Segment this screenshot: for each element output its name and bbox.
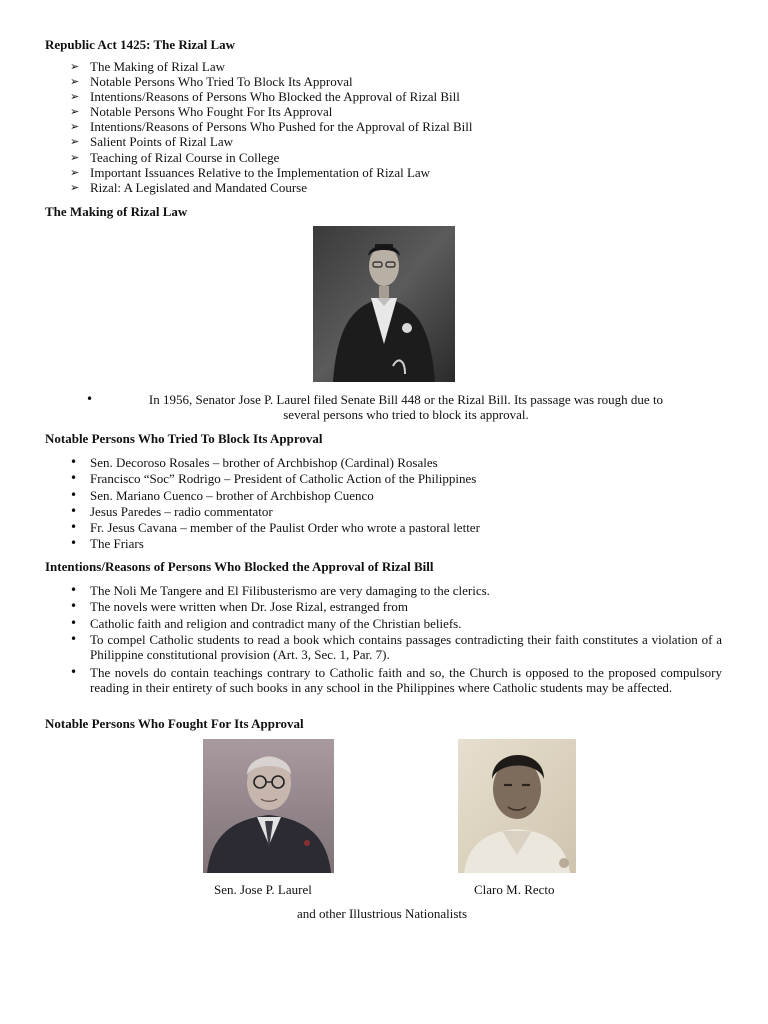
list-item: • Jesus Paredes – radio commentator bbox=[70, 503, 273, 519]
arrow-bullet-icon: ➢ bbox=[70, 120, 80, 134]
bullet-dot-icon: • bbox=[70, 664, 78, 679]
reasons-list bbox=[70, 583, 722, 696]
blockers-list bbox=[70, 455, 722, 553]
bullet-dot-icon: • bbox=[70, 631, 78, 646]
arrow-bullet-icon: ➢ bbox=[70, 135, 80, 149]
arrow-bullet-icon: ➢ bbox=[70, 150, 80, 164]
bullet-dot-icon: • bbox=[70, 583, 78, 597]
outline-item: ➢ Intentions/Reasons of Persons Who Pushed for the Approval of Rizal Bill bbox=[70, 119, 473, 135]
outline-item: ➢ Teaching of Rizal Course in College bbox=[70, 149, 280, 165]
bullet-dot-icon: • bbox=[70, 455, 78, 469]
list-item: • The novels were written when Dr. Jose Rizal, estranged from bbox=[70, 599, 409, 615]
making-bullet bbox=[86, 392, 726, 422]
section-heading-reasons: Intentions/Reasons of Persons Who Blocked the Approval of Rizal Bill bbox=[45, 559, 434, 574]
caption-laurel: Sen. Jose P. Laurel bbox=[214, 882, 312, 897]
arrow-bullet-icon: ➢ bbox=[70, 105, 80, 119]
section-heading-supporters: Notable Persons Who Fought For Its Approval bbox=[45, 716, 304, 731]
list-item: • Sen. Decoroso Rosales – brother of Archbishop (Cardinal) Rosales bbox=[70, 455, 438, 470]
arrow-bullet-icon: ➢ bbox=[70, 165, 80, 179]
bullet-dot-icon: • bbox=[86, 392, 94, 406]
section-heading-making: The Making of Rizal Law bbox=[45, 204, 188, 219]
outline-item: ➢ Notable Persons Who Tried To Block Its Approval bbox=[70, 74, 353, 90]
arrow-bullet-icon: ➢ bbox=[70, 90, 80, 104]
making-bullet-line1: In 1956, Senator Jose P. Laurel filed Senate Bill 448 or the Rizal Bill. Its passage was rough due to bbox=[148, 392, 664, 407]
laurel-portrait-image bbox=[313, 226, 455, 382]
page-title: Republic Act 1425: The Rizal Law bbox=[45, 37, 236, 52]
list-item: • Catholic faith and religion and contradict many of the Christian beliefs. bbox=[70, 615, 462, 631]
list-item: • To compel Catholic students to read a book which contains passages contradicting their faith constitutes a violation of a Philippine constitutional provision (Art. 3, Sec. 1, Par. 7). bbox=[70, 631, 722, 663]
list-item: • The novels do contain teachings contrary to Catholic faith and so, the Church is opposed to the proposed compulsory reading in their entirety of such books in any school in the Philippines where Catholic students may be affected. bbox=[70, 664, 722, 696]
outline-item: ➢ Important Issuances Relative to the Implementation of Rizal Law bbox=[70, 164, 431, 180]
making-bullet-line2: several persons who tried to block its approval. bbox=[283, 407, 529, 422]
outline-item: ➢ The Making of Rizal Law bbox=[70, 59, 226, 74]
bullet-dot-icon: • bbox=[70, 503, 78, 518]
bullet-dot-icon: • bbox=[70, 487, 78, 502]
outline-list bbox=[70, 59, 473, 195]
laurel-photo-image bbox=[203, 739, 334, 873]
caption-recto: Claro M. Recto bbox=[474, 882, 555, 897]
list-item: • Sen. Mariano Cuenco – brother of Archbishop Cuenco bbox=[70, 487, 374, 503]
list-item: • The Friars bbox=[70, 536, 144, 552]
bullet-dot-icon: • bbox=[70, 471, 78, 486]
list-item: • Francisco “Soc” Rodrigo – President of Catholic Action of the Philippines bbox=[70, 471, 477, 487]
outline-item: ➢ Intentions/Reasons of Persons Who Blocked the Approval of Rizal Bill bbox=[70, 89, 460, 105]
list-item: • The Noli Me Tangere and El Filibusterismo are very damaging to the clerics. bbox=[70, 583, 490, 598]
arrow-bullet-icon: ➢ bbox=[70, 60, 80, 73]
outline-item: ➢ Salient Points of Rizal Law bbox=[70, 134, 233, 150]
section-heading-blockers: Notable Persons Who Tried To Block Its Approval bbox=[45, 431, 323, 446]
bullet-dot-icon: • bbox=[70, 536, 78, 551]
list-item: • Fr. Jesus Cavana – member of the Paulist Order who wrote a pastoral letter bbox=[70, 520, 480, 536]
supporters-footer: and other Illustrious Nationalists bbox=[297, 906, 468, 921]
arrow-bullet-icon: ➢ bbox=[70, 180, 80, 194]
bullet-dot-icon: • bbox=[70, 599, 78, 614]
outline-item: ➢ Notable Persons Who Fought For Its Approval bbox=[70, 104, 333, 120]
bullet-dot-icon: • bbox=[70, 520, 78, 535]
bullet-dot-icon: • bbox=[70, 615, 78, 630]
arrow-bullet-icon: ➢ bbox=[70, 75, 80, 89]
recto-photo-image bbox=[458, 739, 576, 873]
outline-item: ➢ Rizal: A Legislated and Mandated Course bbox=[70, 179, 307, 195]
